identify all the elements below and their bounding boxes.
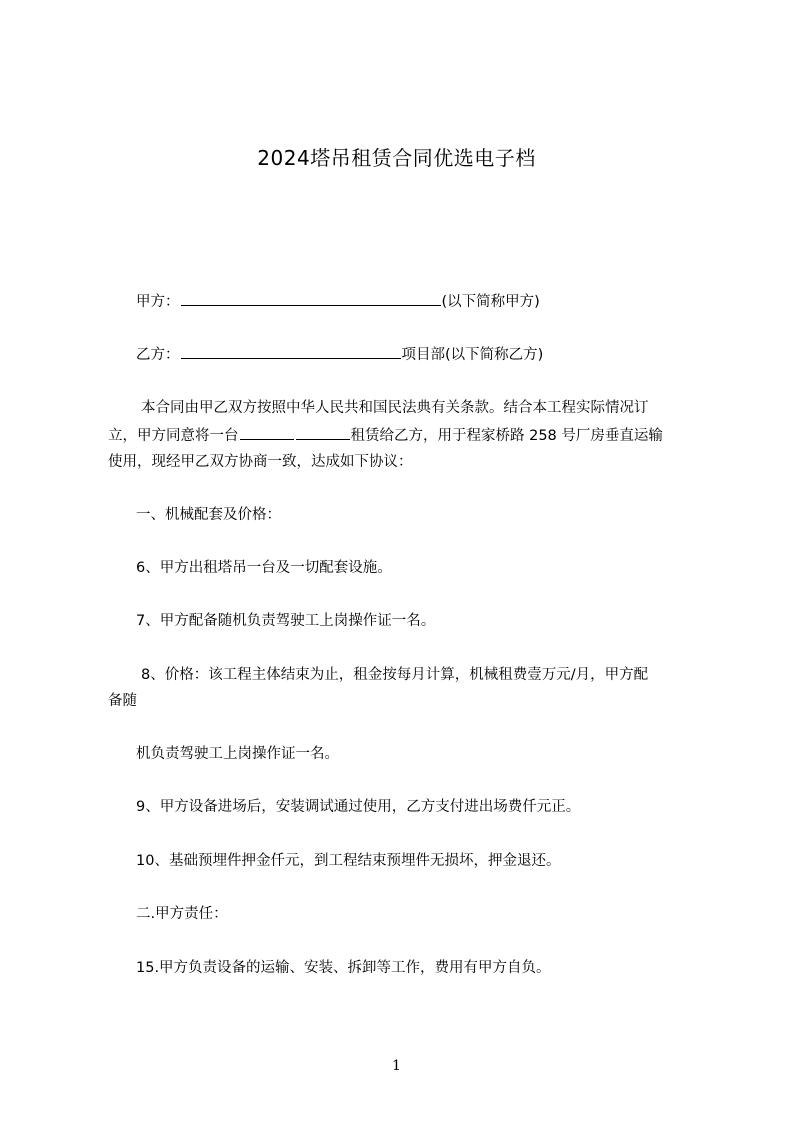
equipment-blank-2 [296,425,350,440]
party-a-blank [181,291,441,306]
section-2-heading: 二.甲方责任： [136,906,228,922]
intro-line-2-suffix: 租赁给乙方，用于程家桥路 258 号厂房垂直运输 [350,428,663,444]
party-b-line [136,344,543,365]
party-a-line [136,291,540,312]
party-b-suffix: 项目部(以下简称乙方) [401,347,544,363]
section-1-heading: 一、机械配套及价格： [136,507,281,523]
item-8-line-3: 机负责驾驶工上岗操作证一名。 [136,746,339,762]
document-title: 2024塔吊租赁合同优选电子档 [257,146,536,170]
equipment-blank-1 [240,425,294,440]
item-7: 7、甲方配备随机负责驾驶工上岗操作证一名。 [136,613,436,629]
item-8-line-2: 备随 [108,693,137,709]
item-8-line-1: 8、价格：该工程主体结束为止，租金按每月计算，机械租费壹万元/月，甲方配 [141,667,649,683]
item-10: 10、基础预埋件押金仟元，到工程结束预埋件无损坏，押金退还。 [136,853,561,869]
intro-line-3: 使用，现经甲乙双方协商一致，达成如下协议： [108,454,413,470]
item-15: 15.甲方负责设备的运输、安装、拆卸等工作，费用有甲方自负。 [136,960,551,976]
intro-line-2 [108,425,663,446]
party-b-label: 乙方： [136,347,180,363]
page-number: 1 [392,1058,401,1074]
item-9: 9、甲方设备进场后，安装调试通过使用，乙方支付进出场费仟元正。 [136,799,581,815]
intro-line-2-prefix: 立，甲方同意将一台 [108,428,239,444]
party-a-suffix: (以下简称甲方) [441,294,540,310]
party-b-blank [181,344,401,359]
party-a-label: 甲方： [136,294,180,310]
item-6: 6、甲方出租塔吊一台及一切配套设施。 [136,560,392,576]
intro-line-1: 本合同由甲乙双方按照中华人民共和国民法典有关条款。结合本工程实际情况订 [141,400,649,416]
